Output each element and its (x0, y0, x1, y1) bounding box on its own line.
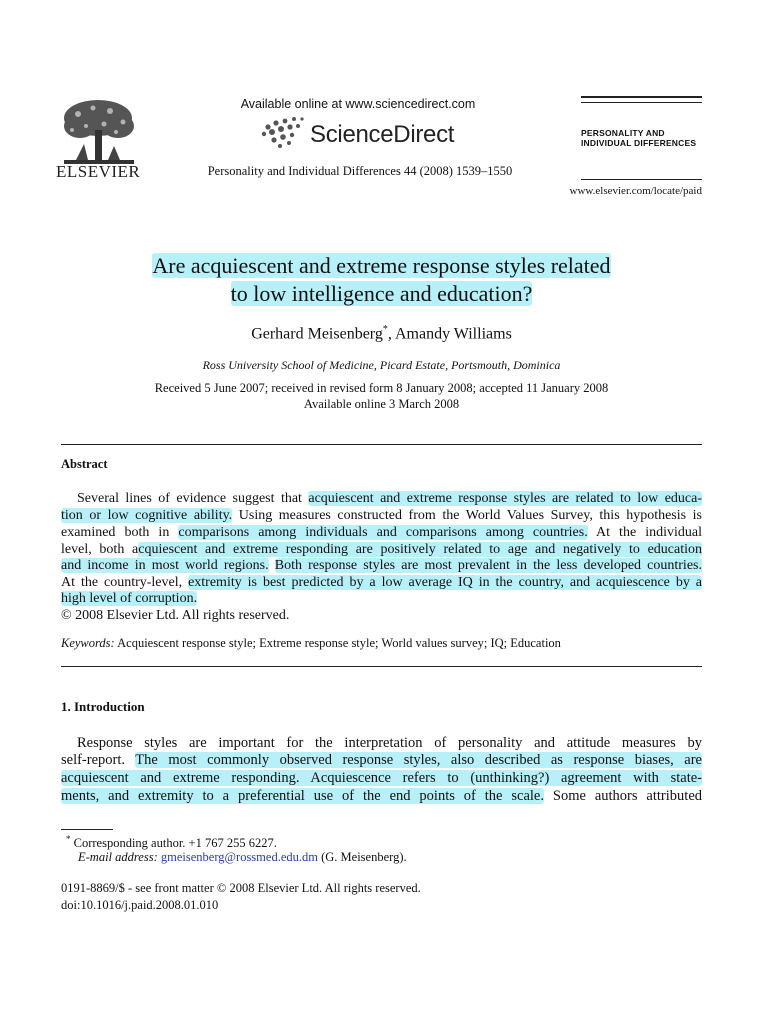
abstract-highlight: and income in most world regions. (61, 558, 269, 573)
keywords (61, 636, 702, 651)
intro-line-2 (61, 751, 702, 769)
abstract-highlight: comparisons among individuals and comparisons among countries. (178, 525, 588, 540)
abstract-highlight: high level of corruption. (61, 591, 198, 606)
title-line-1: Are acquiescent and extreme response styles related (152, 253, 611, 278)
abstract-text: At the individual (587, 525, 702, 540)
intro-highlight: acquiescent and extreme responding. Acquiescence refers to (unthinking?) agreement with state- (61, 770, 702, 786)
received-dates: Received 5 June 2007; received in revised form 8 January 2008; accepted 11 January 2008 (154, 381, 609, 395)
journal-name-line1: PERSONALITY AND (581, 128, 665, 138)
footnote-text: Corresponding author. +1 767 255 6227. (73, 836, 277, 851)
available-online-date: Available online 3 March 2008 (303, 397, 460, 411)
abstract-highlight: acquiescent and extreme response styles are related to low educa- (308, 491, 702, 506)
intro-line-3 (61, 769, 702, 787)
abstract-heading: Abstract (61, 457, 108, 471)
intro-highlight: The most commonly observed response styles, also described as response biases, are (135, 752, 702, 768)
abstract-line-4 (61, 541, 702, 558)
sciencedirect-dots-icon (258, 115, 306, 151)
footnote-corresponding (66, 834, 277, 851)
abstract-copyright: © 2008 Elsevier Ltd. All rights reserved. (61, 608, 290, 623)
journal-name-line2: INDIVIDUAL DIFFERENCES (581, 138, 697, 148)
abstract-line-3 (61, 524, 702, 541)
publisher-name: ELSEVIER (56, 162, 141, 181)
email-link[interactable]: gmeisenberg@rossmed.edu.dm (160, 850, 318, 864)
intro-line-4 (61, 787, 702, 805)
elsevier-tree-icon (58, 96, 140, 166)
journal-url[interactable] (540, 185, 702, 197)
doi-line[interactable]: doi:10.1016/j.paid.2008.01.010 (61, 898, 219, 912)
issn-line: 0191-8869/$ - see front matter © 2008 Elsevier Ltd. All rights reserved. (61, 881, 421, 895)
abstract-line-6 (61, 574, 702, 591)
author-meisenberg: Gerhard Meisenberg (251, 325, 383, 343)
abstract-highlight: cquiescent and extreme responding are positively related to age and negatively to education (138, 542, 703, 557)
available-online-text: Available online at www.sciencedirect.com (240, 97, 476, 111)
article-title (61, 252, 702, 308)
affiliation: Ross University School of Medicine, Picard Estate, Portsmouth, Dominica (202, 358, 561, 372)
abstract-top-rule (61, 444, 702, 445)
journal-name (581, 128, 696, 148)
abstract-line-1 (61, 490, 702, 507)
section-heading-introduction: 1. Introduction (61, 699, 145, 714)
keywords-label: Keywords: (61, 636, 115, 650)
abstract-line-7 (61, 590, 702, 607)
footnote-email (78, 850, 407, 865)
sciencedirect-logo (258, 115, 468, 155)
footnote-mark: * (66, 834, 71, 844)
journal-url-text[interactable]: www.elsevier.com/locate/paid (569, 185, 702, 197)
keywords-text: Acquiescent response style; Extreme response style; World values survey; IQ; Education (114, 636, 561, 650)
intro-line-1 (61, 734, 702, 752)
title-line-2: to low intelligence and education? (230, 281, 533, 306)
header-right-rule (581, 179, 702, 180)
abstract-highlight: tion or low cognitive ability. (61, 508, 233, 523)
intro-text: Response styles are important for the interpretation of personality and attitude measures by (77, 735, 702, 751)
abstract-highlight: extremity is best predicted by a low average IQ in the country, and acquiescence by a (188, 575, 702, 590)
abstract-text (269, 558, 275, 573)
abstract-text: At the country-level, (61, 575, 189, 590)
abstract-highlight: Both response styles are most prevalent in the less developed countries. (274, 558, 702, 573)
journal-citation: Personality and Individual Differences 44 (2008) 1539–1550 (207, 164, 513, 178)
footnote-rule (61, 829, 113, 830)
corresponding-author-mark[interactable]: * (382, 324, 388, 335)
abstract-text: Several lines of evidence suggest that (77, 491, 309, 506)
author-williams: , Amandy Williams (387, 325, 512, 343)
abstract-line-2 (61, 507, 702, 524)
abstract-bottom-rule (61, 666, 702, 667)
elsevier-logo (58, 96, 140, 182)
abstract-line-5 (61, 557, 702, 574)
abstract-text: level, both a (61, 542, 139, 557)
authors (61, 324, 702, 343)
journal-cover-rules (581, 96, 702, 108)
abstract-text: examined both in (61, 525, 179, 540)
intro-highlight: ments, and extremity to a preferential use of the end points of the scale. (61, 788, 544, 804)
sciencedirect-wordmark: ScienceDirect (310, 121, 455, 148)
abstract-text: Using measures constructed from the World Values Survey, this hypothesis is (232, 508, 703, 523)
intro-text: self-report. (61, 752, 136, 768)
email-label: E-mail address: (78, 850, 158, 864)
email-suffix: (G. Meisenberg). (317, 850, 407, 864)
intro-text: Some authors attributed (544, 788, 703, 804)
